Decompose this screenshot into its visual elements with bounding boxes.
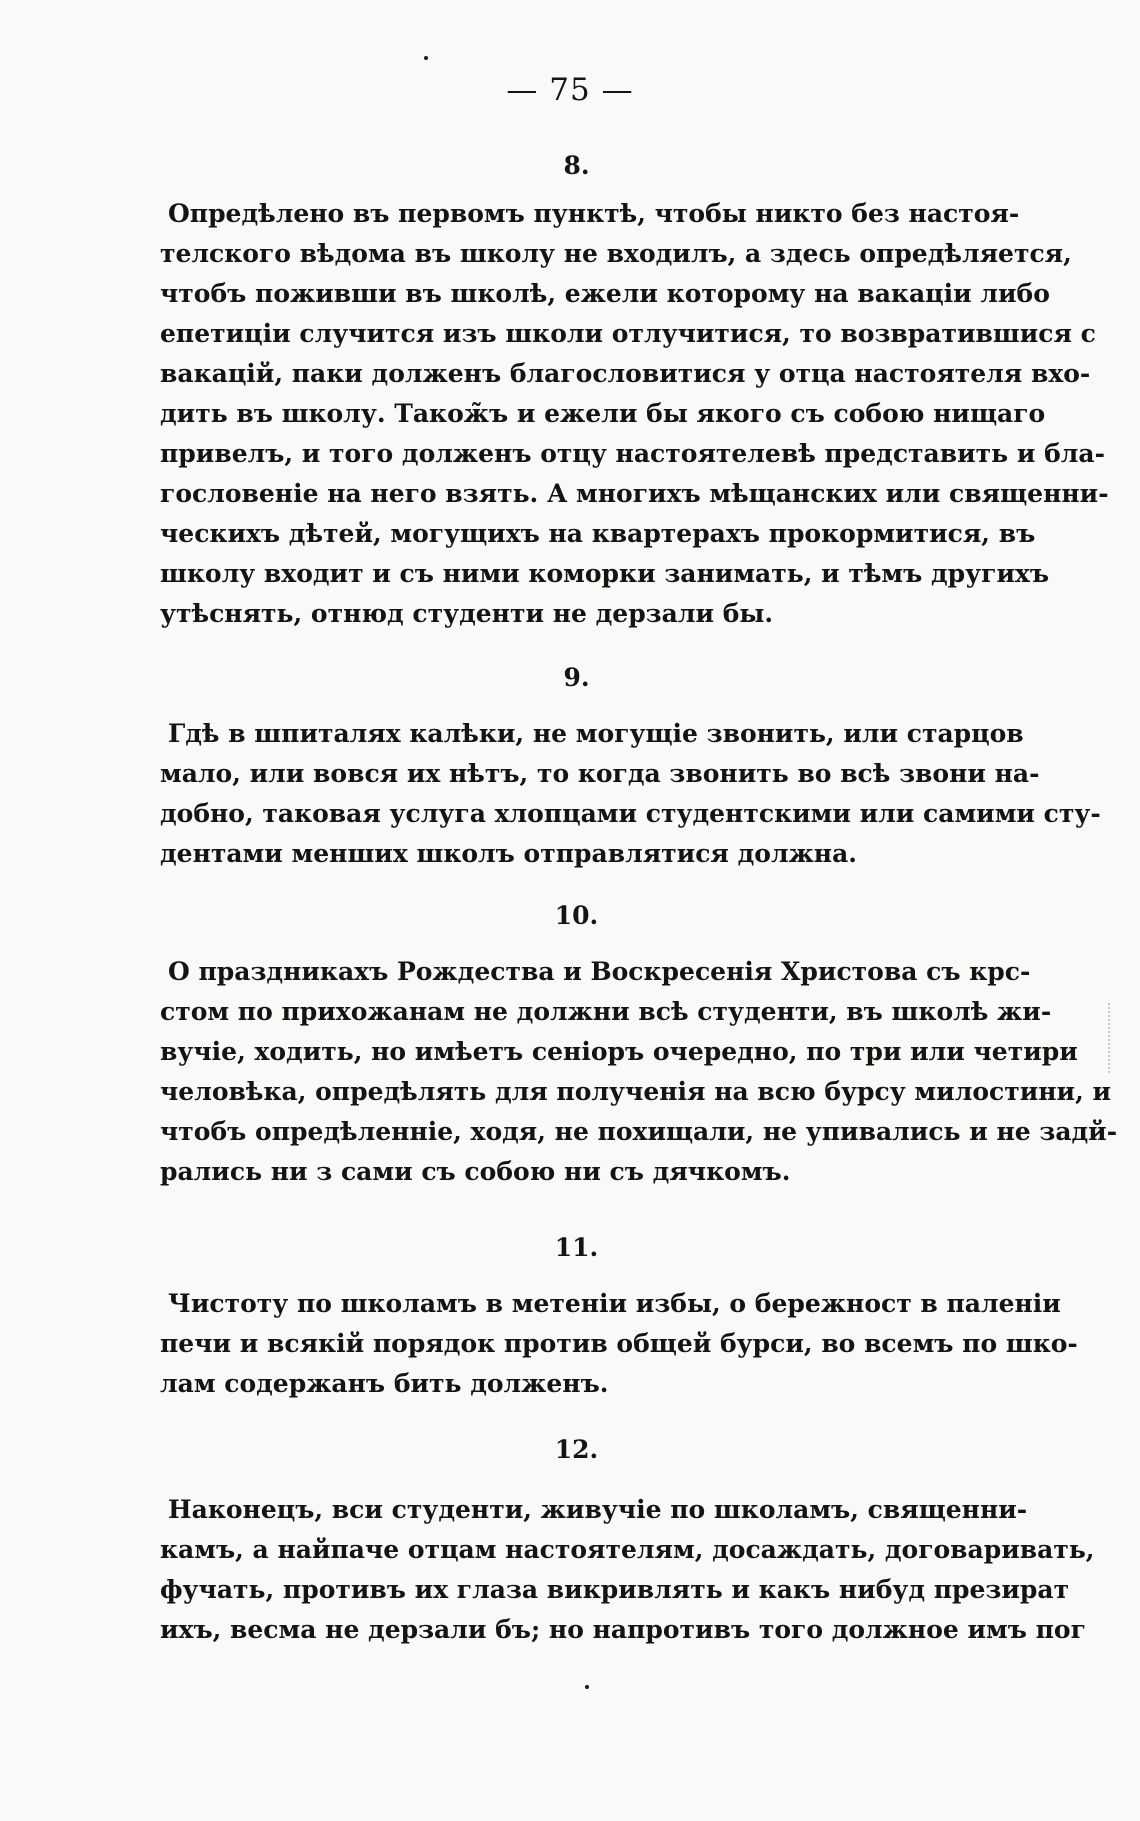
text-line: лам содержанъ бить долженъ. — [160, 1369, 609, 1398]
text-line: дентами менших школъ отправлятися должна. — [160, 839, 858, 868]
text-line: стом по прихожанам не должни всѣ студенти, въ школѣ жи- — [160, 997, 1052, 1026]
text-line: Чистоту по школамъ в метеніи избы, о бережност в паленіи — [168, 1289, 1061, 1318]
ink-speck — [424, 56, 428, 60]
text-line: телского вѣдома въ школу не входилъ, а здесь опредѣляется, — [160, 239, 1072, 268]
text-line: человѣка, опредѣлять для полученія на всю бурсу милостини, и — [160, 1077, 1112, 1106]
text-line: фучать, противъ их глаза викривлять и какъ нибуд презират — [160, 1575, 1070, 1604]
text-line: школу входит и съ ними коморки занимать, и тѣмъ другихъ — [160, 559, 1050, 588]
text-line: Опредѣлено въ первомъ пунктѣ, чтобы никто без настоя- — [168, 199, 1020, 228]
section-heading: 12. — [554, 1435, 599, 1464]
page-edge-mark — [1108, 1003, 1111, 1073]
text-line: Гдѣ в шпиталях калѣки, не могущіе звонить, или старцов — [168, 719, 1024, 748]
page-number: — 75 — — [506, 72, 634, 108]
text-line: гословеніе на него взять. А многихъ мѣщанских или священни- — [160, 479, 1109, 508]
section-heading: 8. — [563, 151, 590, 180]
text-line: рались ни з сами съ собою ни съ дячкомъ. — [160, 1157, 791, 1186]
text-line: Наконецъ, вси студенти, живучіе по школамъ, священни- — [168, 1495, 1028, 1524]
text-block — [160, 144, 1118, 1650]
text-line: дить въ школу. Також̃ъ и ежели бы якого съ собою нищаго — [160, 399, 1046, 428]
text-line: вучіе, ходить, но имѣетъ сеніоръ очередно, по три или четири — [160, 1037, 1078, 1066]
section-heading: 11. — [554, 1233, 599, 1262]
text-line: чтобъ поживши въ школѣ, ежели которому на вакаціи либо — [160, 279, 1050, 308]
text-line: епетиціи случится изъ школи отлучитися, то возвратившися с — [160, 319, 1096, 348]
ink-speck — [585, 1685, 589, 1689]
text-line: ихъ, весма не дерзали бъ; но напротивъ того должное имъ пог — [160, 1615, 1086, 1644]
text-line: добно, таковая услуга хлопцами студентскими или самими сту- — [160, 799, 1101, 828]
section-heading: 9. — [563, 663, 590, 692]
text-line: печи и всякій порядок против общей бурси, во всемъ по шко- — [160, 1329, 1078, 1358]
text-line: утѣснять, отнюд студенти не дерзали бы. — [160, 599, 774, 628]
text-line: О праздникахъ Рождества и Воскресенія Христова съ крс- — [168, 957, 1031, 986]
text-line: ческихъ дѣтей, могущихъ на квартерахъ прокормитися, въ — [160, 519, 1036, 548]
text-line: камъ, а найпаче отцам настоятелям, досаждать, договаривать, — [160, 1535, 1095, 1564]
section-heading: 10. — [554, 901, 599, 930]
text-line: чтобъ опредѣленніе, ходя, не похищали, не упивались и не задй- — [160, 1117, 1118, 1146]
text-line: привелъ, и того долженъ отцу настоятелевѣ представить и бла- — [160, 439, 1105, 468]
text-line: мало, или вовся их нѣтъ, то когда звонить во всѣ звони на- — [160, 759, 1040, 788]
text-line: вакацій, паки долженъ благословитися у отца настоятеля вхо- — [160, 359, 1091, 388]
